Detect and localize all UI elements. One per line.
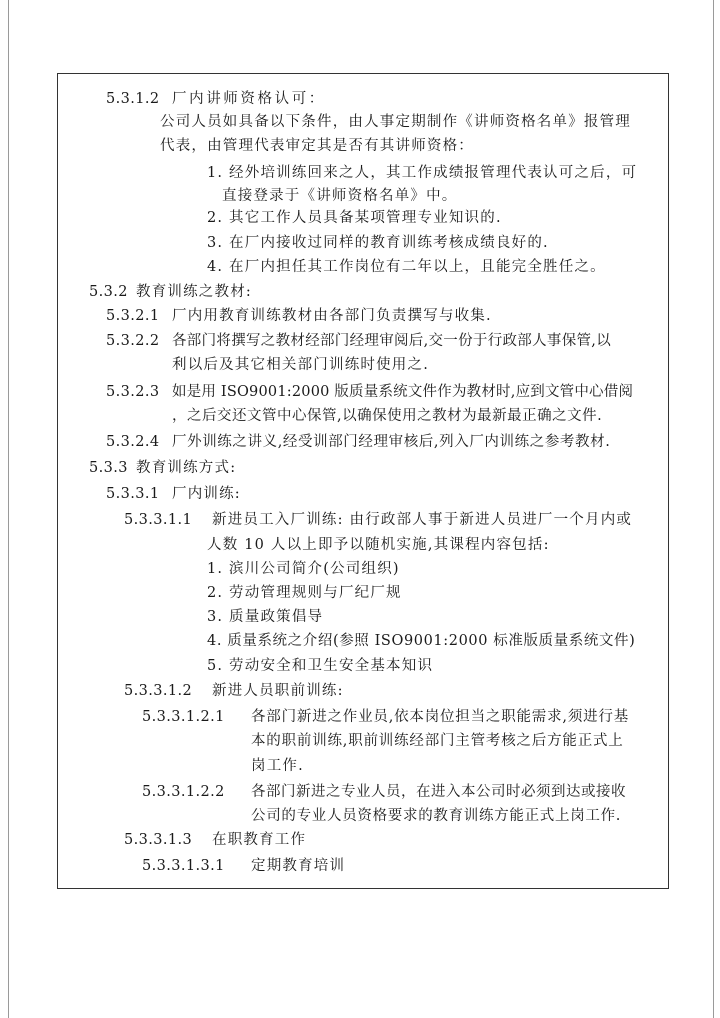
clause-text-continuation: ，之后交还文管中心保管,以确保使用之教材为最新最正确之文件.	[172, 408, 603, 424]
clause-text-continuation: 岗工作.	[251, 758, 304, 774]
clause-text-continuation: 本的职前训练,职前训练经部门主管考核之后方能正式上	[251, 733, 624, 749]
section-number: 5.3.2	[89, 284, 128, 300]
clause-text: 各部门将撰写之教材经部门经理审阅后,交一份于行政部人事保管,以	[172, 333, 612, 349]
clause-heading: 在职教育工作	[212, 832, 307, 848]
clause-number: 5.3.2.3	[106, 384, 160, 400]
clause-text-continuation: 公司的专业人员资格要求的教育训练方能正式上岗工作.	[251, 808, 622, 824]
page-right-edge	[713, 0, 714, 1018]
clause-text: 新进员工入厂训练: 由行政部人事于新进人员进厂一个月内或	[212, 512, 633, 528]
section-heading: 教育训练方式:	[136, 460, 237, 476]
clause-text: 各部门新进之专业人员，在进入本公司时必须到达或接收	[251, 784, 626, 800]
clause-number: 5.3.1.2	[106, 91, 160, 107]
list-item: 3. 质量政策倡导	[207, 609, 324, 625]
paragraph-line: 公司人员如具备以下条件，由人事定期制作《讲师资格名单》报管理	[160, 114, 631, 130]
clause-number: 5.3.3.1.2.2	[142, 784, 225, 800]
clause-text: 各部门新进之作业员,依本岗位担当之职能需求,须进行基	[251, 709, 630, 725]
list-item: 1. 经外培训练回来之人，其工作成绩报管理代表认可之后，可	[207, 165, 638, 181]
list-item: 5. 劳动安全和卫生安全基本知识	[207, 658, 434, 674]
list-item-continuation: 直接登录于《讲师资格名单》中。	[222, 188, 458, 204]
clause-number: 5.3.2.4	[106, 434, 160, 450]
clause-text-continuation: 人数 10 人以上即予以随机实施,其课程内容包括:	[207, 537, 550, 553]
clause-heading: 定期教育培训	[251, 858, 346, 874]
clause-number: 5.3.3.1.2	[124, 683, 193, 699]
list-item: 2. 劳动管理规则与厂纪厂规	[207, 585, 402, 601]
clause-heading: 厂内讲师资格认可：	[172, 91, 326, 107]
clause-number: 5.3.3.1	[106, 486, 160, 502]
clause-number: 5.3.2.1	[106, 308, 160, 324]
clause-heading: 新进人员职前训练:	[212, 683, 344, 699]
section-heading: 教育训练之教材:	[136, 284, 252, 300]
clause-number: 5.3.2.2	[106, 333, 160, 349]
clause-text: 厂外训练之讲义,经受训部门经理审核后,列入厂内训练之参考教材.	[172, 434, 611, 450]
page-left-edge	[8, 0, 9, 1018]
clause-text: 厂内用教育训练教材由各部门负责撰写与收集.	[172, 308, 492, 324]
clause-number: 5.3.3.1.3	[124, 832, 193, 848]
clause-number: 5.3.3.1.1	[124, 512, 193, 528]
list-item: 1. 滨川公司简介(公司组织)	[207, 561, 400, 577]
section-number: 5.3.3	[89, 460, 128, 476]
clause-text: 如是用 ISO9001:2000 版质量系统文件作为教材时,应到文管中心借阅	[172, 384, 634, 400]
clause-number: 5.3.3.1.2.1	[142, 709, 225, 725]
clause-heading: 厂内训练:	[172, 486, 241, 502]
list-item: 4. 质量系统之介绍(参照 ISO9001:2000 标准版质量系统文件)	[207, 633, 636, 649]
paragraph-line: 代表，由管理代表审定其是否有其讲师资格：	[160, 138, 474, 154]
list-item: 4. 在厂内担任其工作岗位有二年以上，且能完全胜任之。	[207, 259, 606, 275]
list-item: 3. 在厂内接收过同样的教育训练考核成绩良好的.	[207, 235, 549, 251]
clause-text-continuation: 利以后及其它相关部门训练时使用之.	[172, 357, 430, 373]
list-item: 2. 其它工作人员具备某项管理专业知识的.	[207, 210, 502, 226]
clause-number: 5.3.3.1.3.1	[142, 858, 225, 874]
